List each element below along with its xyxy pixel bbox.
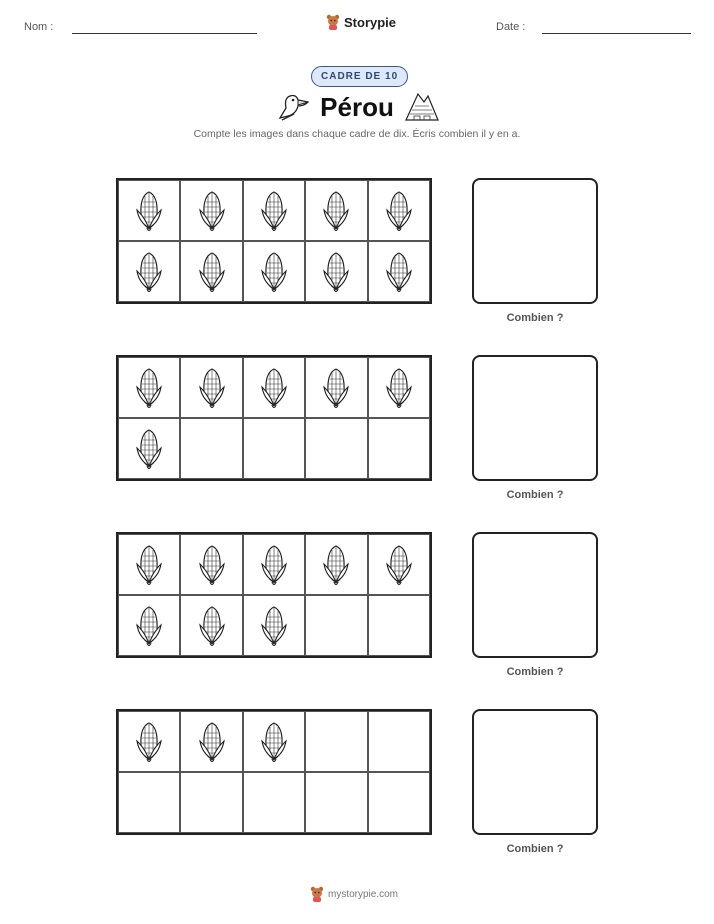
corn-icon <box>197 365 227 411</box>
ten-frame-cell <box>368 711 430 772</box>
name-label: Nom : <box>24 21 54 33</box>
ten-frame-cell <box>368 595 430 656</box>
ten-frame-cell <box>180 772 242 833</box>
ten-frame-cell <box>243 534 305 595</box>
ten-frame-cell <box>180 534 242 595</box>
corn-icon <box>134 426 164 472</box>
ten-frame-cell <box>243 595 305 656</box>
ten-frame-cell <box>305 357 367 418</box>
ten-frame-cell <box>243 772 305 833</box>
worksheet-title: Pérou <box>320 92 394 122</box>
ten-frame-cell <box>118 241 180 302</box>
instructions: Compte les images dans chaque cadre de dix. Écris combien il y en a. <box>193 128 521 140</box>
ten-frame-cell <box>305 595 367 656</box>
corn-icon <box>321 188 351 234</box>
ten-frame-cell <box>368 772 430 833</box>
answer-box[interactable] <box>472 178 598 304</box>
ten-frame <box>116 178 432 304</box>
corn-icon <box>259 365 289 411</box>
ten-frame-cell <box>305 772 367 833</box>
corn-icon <box>321 249 351 295</box>
corn-icon <box>134 188 164 234</box>
corn-icon <box>134 249 164 295</box>
footer-url[interactable]: mystorypie.com <box>328 888 399 900</box>
ten-frame-cell <box>368 534 430 595</box>
ten-frame <box>116 355 432 481</box>
ten-frame-cell <box>118 180 180 241</box>
ten-frame-cell <box>118 357 180 418</box>
ten-frame-cell <box>243 418 305 479</box>
ten-frame-cell <box>305 418 367 479</box>
corn-icon <box>197 603 227 649</box>
ten-frame-cell <box>368 180 430 241</box>
date-label: Date : <box>496 21 526 33</box>
corn-icon <box>197 719 227 765</box>
answer-prompt: Combien ? <box>506 666 564 678</box>
answer-box[interactable] <box>472 532 598 658</box>
corn-icon <box>197 188 227 234</box>
ten-frame-cell <box>118 534 180 595</box>
ten-frame-cell <box>118 711 180 772</box>
ten-frame-cell <box>243 241 305 302</box>
ten-frame-cell <box>180 241 242 302</box>
ten-frame <box>116 532 432 658</box>
corn-icon <box>259 188 289 234</box>
footer <box>310 886 398 902</box>
ten-frame-cell <box>180 711 242 772</box>
corn-icon <box>197 542 227 588</box>
ten-frame-cell <box>180 418 242 479</box>
corn-icon <box>134 603 164 649</box>
brand-name: Storypie <box>344 14 397 30</box>
ten-frame-cell <box>243 180 305 241</box>
corn-icon <box>259 249 289 295</box>
corn-icon <box>321 542 351 588</box>
corn-icon <box>259 542 289 588</box>
answer-box[interactable] <box>472 355 598 481</box>
corn-icon <box>259 603 289 649</box>
corn-icon <box>384 542 414 588</box>
ten-frame-cell <box>368 241 430 302</box>
machu-picchu-icon <box>404 88 440 122</box>
corn-icon <box>259 719 289 765</box>
ten-frame <box>116 709 432 835</box>
corn-icon <box>384 188 414 234</box>
corn-icon <box>134 719 164 765</box>
name-line[interactable] <box>72 33 257 34</box>
ten-frame-cell <box>180 180 242 241</box>
corn-icon <box>134 365 164 411</box>
answer-box[interactable] <box>472 709 598 835</box>
answer-prompt: Combien ? <box>506 489 564 501</box>
corn-icon <box>197 249 227 295</box>
ten-frame-cell <box>118 595 180 656</box>
ten-frame-cell <box>118 772 180 833</box>
ten-frame-cell <box>305 180 367 241</box>
worksheet-badge: CADRE DE 10 <box>311 66 408 87</box>
ten-frame-cell <box>118 418 180 479</box>
toucan-icon <box>274 88 310 122</box>
ten-frame-cell <box>243 357 305 418</box>
answer-prompt: Combien ? <box>506 843 564 855</box>
ten-frame-cell <box>180 357 242 418</box>
answer-prompt: Combien ? <box>506 312 564 324</box>
corn-icon <box>321 365 351 411</box>
ten-frame-cell <box>368 357 430 418</box>
ten-frame-cell <box>305 711 367 772</box>
ten-frame-cell <box>305 241 367 302</box>
corn-icon <box>384 365 414 411</box>
brand-logo <box>326 14 396 30</box>
ten-frame-cell <box>305 534 367 595</box>
bear-icon <box>310 886 324 902</box>
ten-frame-cell <box>180 595 242 656</box>
corn-icon <box>384 249 414 295</box>
ten-frame-cell <box>368 418 430 479</box>
corn-icon <box>134 542 164 588</box>
date-line[interactable] <box>542 33 691 34</box>
ten-frame-cell <box>243 711 305 772</box>
bear-icon <box>326 14 340 30</box>
